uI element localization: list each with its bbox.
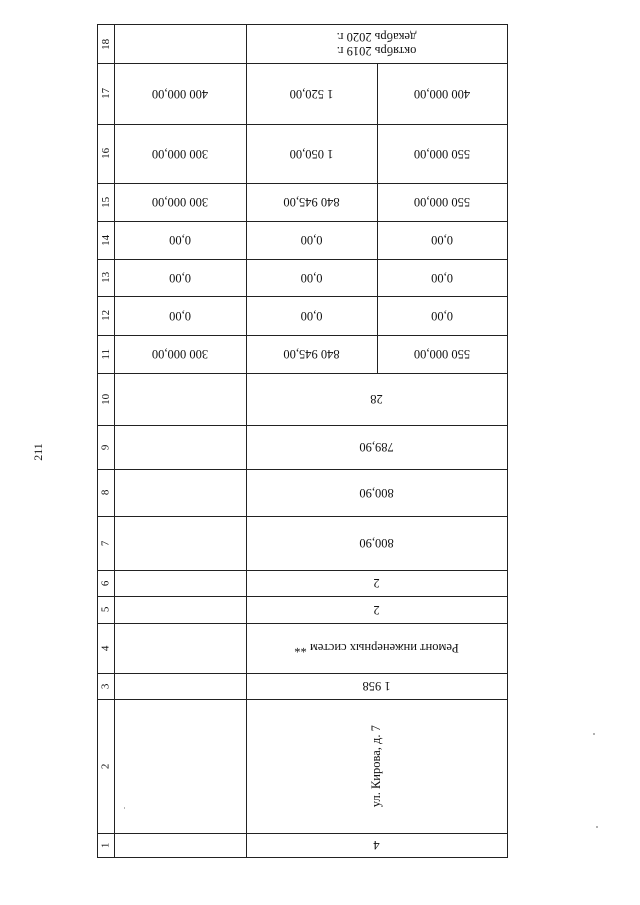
column-number: 5	[99, 606, 112, 613]
table-cell: 800,90	[359, 485, 394, 500]
table-cell: 1 520,00	[289, 86, 334, 101]
table-cell: 550 000,00	[413, 347, 471, 362]
column-number: 10	[99, 393, 112, 405]
table-cell: 840 945,00	[283, 347, 340, 362]
table-cell: 0,00	[431, 308, 453, 323]
table-cell: 300 000,00	[151, 195, 209, 210]
column-number: 7	[99, 540, 112, 546]
column-number: 15	[99, 196, 112, 208]
column-number: 17	[99, 87, 112, 99]
table-cell: 789,90	[359, 440, 394, 455]
column-number: 13	[99, 271, 112, 283]
table-cell: 2	[373, 602, 380, 617]
column-number: 11	[99, 348, 112, 360]
column-number: 14	[99, 234, 112, 246]
table-cell: 1 050,00	[289, 146, 334, 161]
table-cell: 0,00	[300, 233, 323, 248]
column-number: 9	[99, 444, 112, 450]
column-number: 1	[99, 842, 112, 848]
table-cell: 550 000,00	[413, 195, 471, 210]
column-number: 6	[99, 580, 112, 586]
table-cell: 1 958	[362, 679, 391, 694]
address-cell: ул. Кирова, д. 7	[369, 724, 384, 808]
table-cell: 2	[373, 576, 380, 591]
column-number: 18	[99, 38, 112, 50]
column-number: 12	[99, 309, 112, 321]
page-number: 211	[31, 443, 45, 461]
table-cell: 300 000,00	[151, 347, 209, 362]
table-cell: 840 945,00	[283, 195, 340, 210]
table-cell: 0,00	[300, 270, 323, 285]
document-table	[97, 24, 508, 858]
scan-speck	[124, 807, 125, 809]
table-cell: 0,00	[431, 233, 453, 248]
column-number: 8	[99, 489, 112, 496]
scan-speck	[593, 733, 595, 735]
table-cell: 400 000,00	[413, 86, 471, 101]
table-cell: 550 000,00	[413, 146, 471, 161]
column-number: 16	[99, 147, 112, 159]
table-cell: 0,00	[169, 270, 191, 285]
table-cell: 0,00	[169, 233, 191, 248]
scan-speck	[596, 826, 598, 828]
work-type-cell: Ремонт инженерных систем **	[294, 641, 459, 656]
column-number: 2	[99, 763, 112, 769]
table-cell: 0,00	[169, 308, 191, 323]
column-number: 4	[99, 645, 112, 651]
column-number: 3	[99, 683, 112, 689]
table-cell: 4	[373, 838, 380, 853]
table-cell: 400 000,00	[151, 86, 209, 101]
table-cell: 0,00	[431, 270, 453, 285]
table-cell: 800,90	[359, 536, 394, 551]
table-cell: 0,00	[300, 308, 323, 323]
period-cell: октябрь 2019 г. декабрь 2020 г.	[336, 30, 417, 59]
table-cell: 300 000,00	[151, 146, 209, 161]
table-cell: 28	[370, 392, 383, 407]
